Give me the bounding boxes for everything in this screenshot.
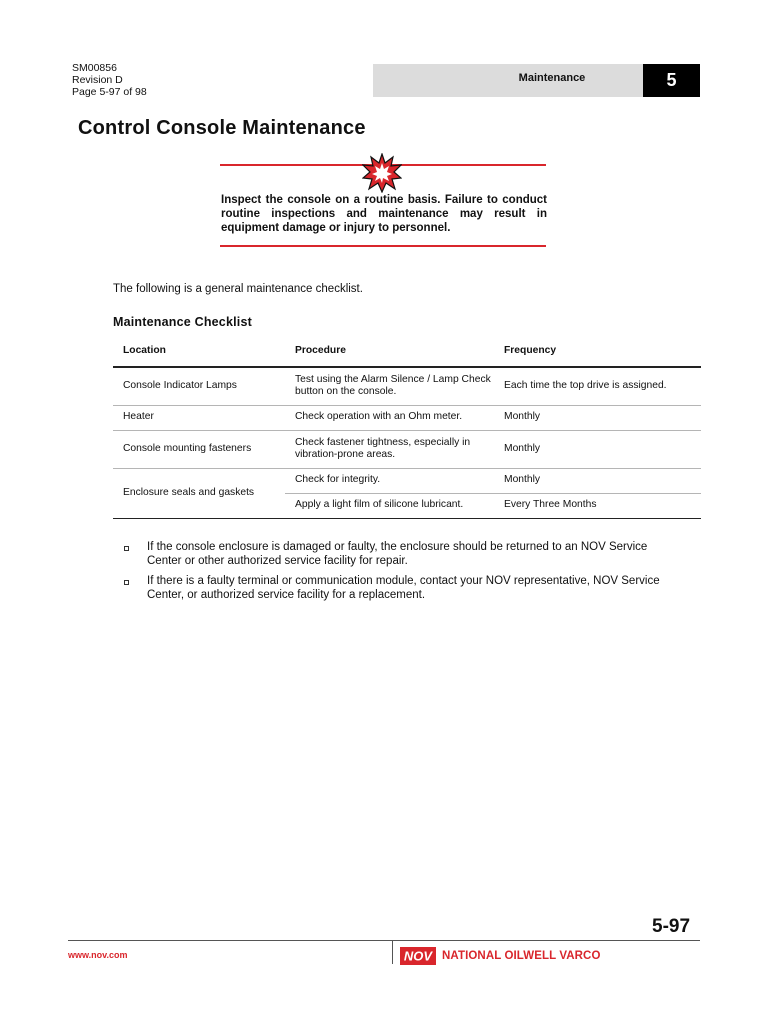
cell-procedure: Check for integrity. bbox=[285, 468, 494, 493]
chapter-number: 5 bbox=[643, 64, 700, 97]
cell-procedure: Check operation with an Ohm meter. bbox=[285, 405, 494, 430]
table-row bbox=[113, 405, 701, 430]
cell-frequency: Monthly bbox=[494, 430, 701, 468]
company-name: NATIONAL OILWELL VARCO bbox=[442, 950, 601, 962]
table-row bbox=[113, 430, 701, 468]
cell-procedure: Apply a light film of silicone lubricant. bbox=[285, 493, 494, 518]
list-item bbox=[122, 540, 682, 568]
nov-logo-icon bbox=[400, 946, 436, 966]
intro-text: The following is a general maintenance checklist. bbox=[113, 283, 363, 295]
table-row bbox=[113, 367, 701, 405]
page-reference: Page 5-97 of 98 bbox=[72, 86, 147, 98]
footer-url-link[interactable]: www.nov.com bbox=[68, 950, 128, 960]
warning-text: Inspect the console on a routine basis. Failure to conduct routine inspections and maintenance may result in equipment damage or injury to personnel. bbox=[221, 194, 547, 234]
page-number: 5-97 bbox=[652, 916, 691, 937]
section-header-bar bbox=[373, 64, 643, 97]
logo-mark-text: NOV bbox=[403, 948, 433, 964]
revision: Revision D bbox=[72, 74, 123, 86]
company-logo bbox=[400, 946, 601, 966]
checkbox-bullet-icon bbox=[124, 580, 129, 585]
cell-frequency: Monthly bbox=[494, 468, 701, 493]
maintenance-checklist-table bbox=[113, 336, 701, 519]
cell-location: Enclosure seals and gaskets bbox=[113, 468, 285, 518]
section-name: Maintenance bbox=[518, 72, 586, 84]
cell-location: Heater bbox=[113, 405, 285, 430]
checkbox-bullet-icon bbox=[124, 546, 129, 551]
page-title: Control Console Maintenance bbox=[78, 117, 366, 139]
column-header-frequency: Frequency bbox=[494, 336, 701, 367]
cell-location: Console mounting fasteners bbox=[113, 430, 285, 468]
cell-location: Console Indicator Lamps bbox=[113, 367, 285, 405]
column-header-location: Location bbox=[113, 336, 285, 367]
cell-frequency: Each time the top drive is assigned. bbox=[494, 367, 701, 405]
cell-procedure: Check fastener tightness, especially in vibration-prone areas. bbox=[285, 430, 494, 468]
note-list bbox=[122, 540, 682, 608]
doc-number: SM00856 bbox=[72, 62, 117, 74]
table-header-row bbox=[113, 336, 701, 367]
footer-divider-vertical bbox=[392, 940, 393, 964]
document-meta bbox=[72, 62, 147, 98]
checklist-title: Maintenance Checklist bbox=[113, 315, 252, 329]
column-header-procedure: Procedure bbox=[285, 336, 494, 367]
explosion-warning-icon bbox=[362, 153, 402, 193]
list-item-text: If the console enclosure is damaged or faulty, the enclosure should be returned to an NOV Service Center or other authorized service facility for repair. bbox=[147, 541, 648, 567]
list-item bbox=[122, 574, 682, 602]
list-item-text: If there is a faulty terminal or communication module, contact your NOV representative, NOV Service Center, or authorized service facility for a replacement. bbox=[147, 575, 660, 601]
cell-frequency: Monthly bbox=[494, 405, 701, 430]
table-row bbox=[113, 468, 701, 493]
footer-divider bbox=[392, 940, 700, 941]
cell-procedure: Test using the Alarm Silence / Lamp Check button on the console. bbox=[285, 367, 494, 405]
footer-divider bbox=[68, 940, 392, 941]
warning-bottom-rule bbox=[220, 245, 546, 247]
cell-frequency: Every Three Months bbox=[494, 493, 701, 518]
